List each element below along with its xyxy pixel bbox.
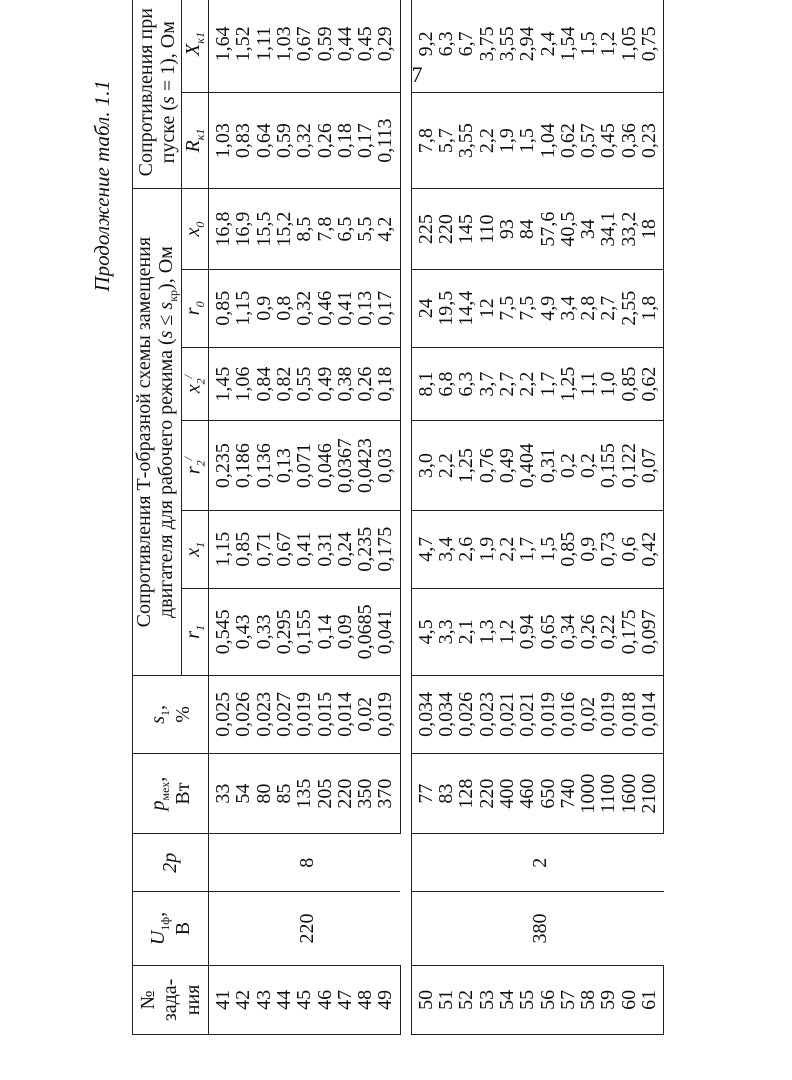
cell-rk: 0,36 xyxy=(619,92,639,189)
cell-x2: 1,25 xyxy=(558,347,578,421)
cell-r0: 1,8 xyxy=(639,269,664,347)
cell-rk: 7,8 xyxy=(411,92,436,189)
cell-pmech: 740 xyxy=(558,753,578,833)
cell-x0: 93 xyxy=(497,189,517,269)
cell-xk: 1,64 xyxy=(208,0,233,92)
cell-xk: 2,94 xyxy=(517,0,537,92)
cell-r1: 0,0685 xyxy=(355,588,375,675)
cell-x1: 0,71 xyxy=(254,510,274,588)
cell-s1: 0,016 xyxy=(558,675,578,753)
cell-r0: 24 xyxy=(411,269,436,347)
cell-r1: 0,14 xyxy=(314,588,334,675)
cell-r0: 0,9 xyxy=(254,269,274,347)
cell-x0: 18 xyxy=(639,189,664,269)
cell-x1: 1,9 xyxy=(476,510,496,588)
cell-xk: 3,75 xyxy=(476,0,496,92)
cell-x2: 0,18 xyxy=(375,347,400,421)
cell-pmech: 77 xyxy=(411,753,436,833)
cell-xk: 1,5 xyxy=(578,0,598,92)
cell-task-no: 41 xyxy=(208,965,233,1034)
cell-x0: 225 xyxy=(411,189,436,269)
cell-x0: 33,2 xyxy=(619,189,639,269)
cell-r2: 1,25 xyxy=(456,421,476,510)
cell-r0: 0,41 xyxy=(335,269,355,347)
cell-pmech: 1000 xyxy=(578,753,598,833)
cell-r2: 0,0423 xyxy=(355,421,375,510)
cell-pmech: 400 xyxy=(497,753,517,833)
header-x0: $x_0$ xyxy=(181,189,208,269)
cell-xk: 1,52 xyxy=(233,0,253,92)
cell-task-no: 57 xyxy=(558,965,578,1034)
cell-rk: 2,2 xyxy=(476,92,496,189)
cell-r2: 0,0367 xyxy=(335,421,355,510)
cell-r1: 2,1 xyxy=(456,588,476,675)
cell-x0: 145 xyxy=(456,189,476,269)
table-row xyxy=(411,0,436,1035)
cell-x2: 8,1 xyxy=(411,347,436,421)
cell-r1: 0,26 xyxy=(578,588,598,675)
cell-r2: 3,0 xyxy=(411,421,436,510)
cell-s1: 0,023 xyxy=(476,675,496,753)
cell-pmech: 220 xyxy=(476,753,496,833)
cell-xk: 0,29 xyxy=(375,0,400,92)
cell-s1: 0,019 xyxy=(294,675,314,753)
cell-rk: 3,55 xyxy=(456,92,476,189)
cell-r2: 0,186 xyxy=(233,421,253,510)
header-r2: $r_2^/$ xyxy=(181,421,208,510)
cell-x1: 0,24 xyxy=(335,510,355,588)
cell-r2: 0,136 xyxy=(254,421,274,510)
cell-r1: 0,295 xyxy=(274,588,294,675)
cell-s1: 0,019 xyxy=(375,675,400,753)
cell-rk: 5,7 xyxy=(436,92,456,189)
cell-x0: 4,2 xyxy=(375,189,400,269)
cell-x1: 0,67 xyxy=(274,510,294,588)
cell-x2: 0,84 xyxy=(254,347,274,421)
cell-x1: 0,73 xyxy=(598,510,618,588)
cell-x1: 1,15 xyxy=(208,510,233,588)
header-pmech: $p_{мех}$, Вт xyxy=(133,753,209,833)
cell-x1: 1,5 xyxy=(537,510,557,588)
cell-x0: 7,8 xyxy=(314,189,334,269)
cell-x0: 6,5 xyxy=(335,189,355,269)
cell-task-no: 51 xyxy=(436,965,456,1034)
table-body xyxy=(208,0,663,1035)
cell-x0: 5,5 xyxy=(355,189,375,269)
cell-pmech: 83 xyxy=(436,753,456,833)
cell-r0: 3,4 xyxy=(558,269,578,347)
cell-xk: 2,4 xyxy=(537,0,557,92)
cell-task-no: 55 xyxy=(517,965,537,1034)
cell-r1: 0,34 xyxy=(558,588,578,675)
cell-x2: 1,1 xyxy=(578,347,598,421)
cell-x1: 4,7 xyxy=(411,510,436,588)
cell-x1: 0,85 xyxy=(558,510,578,588)
cell-task-no: 52 xyxy=(456,965,476,1034)
header-task-no: № зада- ния xyxy=(133,965,209,1034)
cell-r0: 0,46 xyxy=(314,269,334,347)
cell-x0: 84 xyxy=(517,189,537,269)
cell-s1: 0,026 xyxy=(233,675,253,753)
cell-r1: 1,3 xyxy=(476,588,496,675)
cell-s1: 0,02 xyxy=(355,675,375,753)
group-gap xyxy=(400,0,411,1035)
cell-pmech: 350 xyxy=(355,753,375,833)
cell-rk: 0,62 xyxy=(558,92,578,189)
cell-s1: 0,021 xyxy=(517,675,537,753)
cell-s1: 0,023 xyxy=(254,675,274,753)
header-xk: $X_{к1}$ xyxy=(181,0,208,92)
cell-xk: 0,59 xyxy=(314,0,334,92)
cell-x1: 2,6 xyxy=(456,510,476,588)
cell-task-no: 50 xyxy=(411,965,436,1034)
cell-s1: 0,014 xyxy=(639,675,664,753)
cell-pmech: 128 xyxy=(456,753,476,833)
cell-x0: 16,9 xyxy=(233,189,253,269)
cell-task-no: 42 xyxy=(233,965,253,1034)
cell-rk: 1,9 xyxy=(497,92,517,189)
cell-r2: 0,03 xyxy=(375,421,400,510)
cell-x2: 0,85 xyxy=(619,347,639,421)
cell-pmech: 2100 xyxy=(639,753,664,833)
cell-rk: 0,113 xyxy=(375,92,400,189)
cell-r1: 0,33 xyxy=(254,588,274,675)
header-r0: $r_0$ xyxy=(181,269,208,347)
cell-rk: 1,04 xyxy=(537,92,557,189)
cell-pmech: 80 xyxy=(254,753,274,833)
cell-s1: 0,034 xyxy=(436,675,456,753)
header-voltage: $U_{1ф}$, В xyxy=(133,892,209,966)
cell-xk: 9,2 xyxy=(411,0,436,92)
cell-r0: 7,5 xyxy=(497,269,517,347)
cell-task-no: 47 xyxy=(335,965,355,1034)
cell-pmech: 33 xyxy=(208,753,233,833)
header-group-start: Сопротивления при пуске (s = 1), Ом xyxy=(133,0,182,189)
cell-pmech: 370 xyxy=(375,753,400,833)
cell-x2: 6,8 xyxy=(436,347,456,421)
cell-x2: 0,62 xyxy=(639,347,664,421)
header-poles: 2p xyxy=(133,834,209,892)
cell-xk: 1,11 xyxy=(254,0,274,92)
cell-s1: 0,021 xyxy=(497,675,517,753)
cell-x1: 0,42 xyxy=(639,510,664,588)
cell-r2: 0,07 xyxy=(639,421,664,510)
cell-x1: 0,175 xyxy=(375,510,400,588)
cell-r1: 0,22 xyxy=(598,588,618,675)
cell-x0: 57,6 xyxy=(537,189,557,269)
cell-r0: 0,17 xyxy=(375,269,400,347)
cell-r2: 0,13 xyxy=(274,421,294,510)
cell-r1: 0,94 xyxy=(517,588,537,675)
cell-pmech: 220 xyxy=(335,753,355,833)
cell-x2: 1,7 xyxy=(537,347,557,421)
cell-r1: 3,3 xyxy=(436,588,456,675)
cell-r1: 0,65 xyxy=(537,588,557,675)
table-caption: Продолжение табл. 1.1 xyxy=(90,80,114,292)
rotated-table-block xyxy=(90,0,790,1035)
cell-r0: 1,15 xyxy=(233,269,253,347)
cell-r1: 0,09 xyxy=(335,588,355,675)
cell-s1: 0,019 xyxy=(537,675,557,753)
cell-r2: 0,122 xyxy=(619,421,639,510)
cell-x2: 0,49 xyxy=(314,347,334,421)
cell-r2: 0,071 xyxy=(294,421,314,510)
cell-rk: 0,83 xyxy=(233,92,253,189)
cell-task-no: 60 xyxy=(619,965,639,1034)
cell-xk: 6,3 xyxy=(436,0,456,92)
cell-r0: 2,7 xyxy=(598,269,618,347)
cell-xk: 1,05 xyxy=(619,0,639,92)
cell-s1: 0,034 xyxy=(411,675,436,753)
cell-xk: 0,75 xyxy=(639,0,664,92)
cell-r2: 0,49 xyxy=(497,421,517,510)
cell-s1: 0,019 xyxy=(598,675,618,753)
cell-rk: 0,18 xyxy=(335,92,355,189)
cell-xk: 1,54 xyxy=(558,0,578,92)
cell-rk: 0,17 xyxy=(355,92,375,189)
cell-r0: 19,5 xyxy=(436,269,456,347)
cell-task-no: 56 xyxy=(537,965,557,1034)
cell-x0: 110 xyxy=(476,189,496,269)
cell-task-no: 46 xyxy=(314,965,334,1034)
cell-r0: 2,8 xyxy=(578,269,598,347)
cell-pmech: 460 xyxy=(517,753,537,833)
cell-r1: 0,545 xyxy=(208,588,233,675)
cell-rk: 0,26 xyxy=(314,92,334,189)
cell-xk: 0,44 xyxy=(335,0,355,92)
cell-task-no: 48 xyxy=(355,965,375,1034)
cell-r1: 4,5 xyxy=(411,588,436,675)
cell-rk: 0,23 xyxy=(639,92,664,189)
cell-r2: 0,155 xyxy=(598,421,618,510)
cell-s1: 0,018 xyxy=(619,675,639,753)
cell-x2: 0,55 xyxy=(294,347,314,421)
cell-task-no: 54 xyxy=(497,965,517,1034)
cell-x1: 0,9 xyxy=(578,510,598,588)
cell-r1: 0,175 xyxy=(619,588,639,675)
cell-poles: 8 xyxy=(208,834,400,892)
cell-pmech: 205 xyxy=(314,753,334,833)
header-x1: $x_1$ xyxy=(181,510,208,588)
cell-r0: 2,55 xyxy=(619,269,639,347)
cell-x1: 0,235 xyxy=(355,510,375,588)
cell-xk: 3,55 xyxy=(497,0,517,92)
cell-task-no: 59 xyxy=(598,965,618,1034)
cell-s1: 0,015 xyxy=(314,675,334,753)
cell-r0: 14,4 xyxy=(456,269,476,347)
cell-xk: 0,67 xyxy=(294,0,314,92)
cell-r2: 0,2 xyxy=(558,421,578,510)
cell-x2: 0,82 xyxy=(274,347,294,421)
cell-r2: 0,2 xyxy=(578,421,598,510)
resistance-table xyxy=(132,0,664,1035)
cell-r0: 0,32 xyxy=(294,269,314,347)
cell-pmech: 85 xyxy=(274,753,294,833)
cell-x2: 1,0 xyxy=(598,347,618,421)
cell-pmech: 650 xyxy=(537,753,557,833)
cell-task-no: 44 xyxy=(274,965,294,1034)
header-s1: $s_1$, % xyxy=(133,675,209,753)
cell-poles: 2 xyxy=(411,834,664,892)
cell-r0: 0,85 xyxy=(208,269,233,347)
cell-task-no: 49 xyxy=(375,965,400,1034)
cell-r0: 7,5 xyxy=(517,269,537,347)
cell-x1: 0,31 xyxy=(314,510,334,588)
cell-x2: 2,2 xyxy=(517,347,537,421)
cell-x2: 6,3 xyxy=(456,347,476,421)
cell-x2: 0,26 xyxy=(355,347,375,421)
cell-task-no: 61 xyxy=(639,965,664,1034)
cell-rk: 1,5 xyxy=(517,92,537,189)
cell-r1: 0,43 xyxy=(233,588,253,675)
cell-r0: 0,8 xyxy=(274,269,294,347)
cell-r0: 0,13 xyxy=(355,269,375,347)
cell-r1: 0,041 xyxy=(375,588,400,675)
header-x2: $x_2^/$ xyxy=(181,347,208,421)
cell-x2: 3,7 xyxy=(476,347,496,421)
cell-s1: 0,014 xyxy=(335,675,355,753)
cell-voltage: 220 xyxy=(208,892,400,966)
cell-xk: 1,03 xyxy=(274,0,294,92)
cell-task-no: 43 xyxy=(254,965,274,1034)
cell-x1: 0,85 xyxy=(233,510,253,588)
cell-task-no: 45 xyxy=(294,965,314,1034)
header-group-working: Сопротивления Т-образной схемы замещения двигателя для рабочего режима $(s \le s_{кр})$, Ом xyxy=(133,189,182,675)
cell-r1: 0,097 xyxy=(639,588,664,675)
cell-x0: 40,5 xyxy=(558,189,578,269)
cell-r2: 0,31 xyxy=(537,421,557,510)
cell-pmech: 54 xyxy=(233,753,253,833)
group-gap-cell xyxy=(400,0,411,1035)
cell-xk: 6,7 xyxy=(456,0,476,92)
cell-r1: 1,2 xyxy=(497,588,517,675)
cell-pmech: 1600 xyxy=(619,753,639,833)
cell-s1: 0,025 xyxy=(208,675,233,753)
cell-pmech: 135 xyxy=(294,753,314,833)
page-number: 7 xyxy=(411,62,423,87)
cell-x0: 15,2 xyxy=(274,189,294,269)
cell-x0: 8,5 xyxy=(294,189,314,269)
cell-s1: 0,02 xyxy=(578,675,598,753)
cell-rk: 0,45 xyxy=(598,92,618,189)
cell-rk: 0,59 xyxy=(274,92,294,189)
cell-x0: 34 xyxy=(578,189,598,269)
cell-rk: 0,64 xyxy=(254,92,274,189)
cell-x0: 34,1 xyxy=(598,189,618,269)
cell-x2: 1,45 xyxy=(208,347,233,421)
cell-xk: 1,2 xyxy=(598,0,618,92)
cell-x1: 0,6 xyxy=(619,510,639,588)
cell-rk: 0,57 xyxy=(578,92,598,189)
cell-xk: 0,45 xyxy=(355,0,375,92)
cell-r0: 4,9 xyxy=(537,269,557,347)
cell-r2: 0,76 xyxy=(476,421,496,510)
cell-rk: 0,32 xyxy=(294,92,314,189)
cell-rk: 1,03 xyxy=(208,92,233,189)
cell-x0: 16,8 xyxy=(208,189,233,269)
cell-x2: 2,7 xyxy=(497,347,517,421)
cell-voltage: 380 xyxy=(411,892,664,966)
cell-x0: 15,5 xyxy=(254,189,274,269)
cell-task-no: 58 xyxy=(578,965,598,1034)
cell-r2: 0,404 xyxy=(517,421,537,510)
cell-x2: 0,38 xyxy=(335,347,355,421)
cell-x2: 1,06 xyxy=(233,347,253,421)
cell-task-no: 53 xyxy=(476,965,496,1034)
cell-pmech: 1100 xyxy=(598,753,618,833)
cell-r0: 12 xyxy=(476,269,496,347)
cell-x1: 0,41 xyxy=(294,510,314,588)
header-r1: $r_1$ xyxy=(181,588,208,675)
cell-x1: 2,2 xyxy=(497,510,517,588)
cell-s1: 0,026 xyxy=(456,675,476,753)
cell-r1: 0,155 xyxy=(294,588,314,675)
table-row xyxy=(208,0,233,1035)
header-rk: $R_{к1}$ xyxy=(181,92,208,189)
cell-x1: 3,4 xyxy=(436,510,456,588)
cell-s1: 0,027 xyxy=(274,675,294,753)
cell-x1: 1,7 xyxy=(517,510,537,588)
cell-r2: 0,046 xyxy=(314,421,334,510)
cell-r2: 2,2 xyxy=(436,421,456,510)
cell-r2: 0,235 xyxy=(208,421,233,510)
cell-x0: 220 xyxy=(436,189,456,269)
